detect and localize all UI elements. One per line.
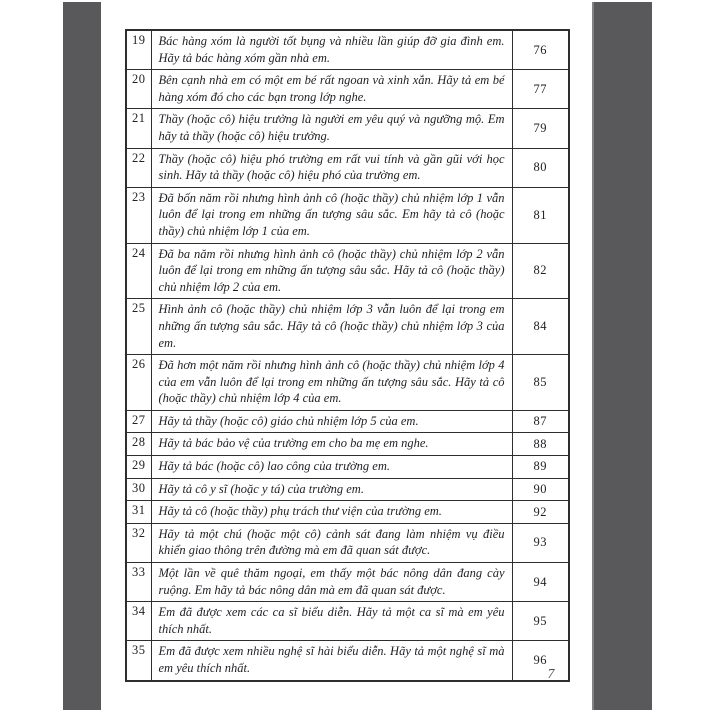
contents-table <box>125 29 570 682</box>
item-text: Hãy tả một chú (hoặc một cô) cảnh sát đang làm nhiệm vụ điều khiển giao thông trên đường mà em đã quan sát được. <box>151 523 512 562</box>
item-page: 94 <box>512 563 569 602</box>
right-border-bar <box>592 2 652 710</box>
item-number: 31 <box>126 501 151 524</box>
item-number: 35 <box>126 641 151 681</box>
item-text: Đã bốn năm rồi nhưng hình ảnh cô (hoặc thầy) chủ nhiệm lớp 1 vẫn luôn để lại trong em những ấn tượng sâu sắc. Em hãy tả cô (hoặc thầy) chủ nhiệm lớp 1 của em. <box>151 187 512 243</box>
item-number: 24 <box>126 243 151 299</box>
table-row <box>126 602 569 641</box>
item-page: 93 <box>512 523 569 562</box>
item-number: 19 <box>126 30 151 70</box>
item-text: Thầy (hoặc cô) hiệu trưởng là người em yêu quý và ngưỡng mộ. Em hãy tả thầy (hoặc cô) hiệu trưởng. <box>151 109 512 148</box>
item-page: 80 <box>512 148 569 187</box>
item-text: Một lần về quê thăm ngoại, em thấy một bác nông dân đang cày ruộng. Em hãy tả bác nông dân mà em đã quan sát được. <box>151 563 512 602</box>
item-text: Hình ảnh cô (hoặc thầy) chủ nhiệm lớp 3 vẫn luôn để lại trong em những ấn tượng sâu sắc. Hãy tả cô (hoặc thầy) chủ nhiệm lớp 3 của em. <box>151 299 512 355</box>
table-row <box>126 30 569 70</box>
item-page: 96 <box>512 641 569 681</box>
document-page <box>101 0 592 712</box>
item-number: 20 <box>126 70 151 109</box>
item-text: Hãy tả cô y sĩ (hoặc y tá) của trường em. <box>151 478 512 501</box>
table-row <box>126 641 569 681</box>
item-page: 76 <box>512 30 569 70</box>
item-page: 82 <box>512 243 569 299</box>
item-text: Bên cạnh nhà em có một em bé rất ngoan và xinh xắn. Hãy tả em bé hàng xóm đó cho các bạn trong lớp nghe. <box>151 70 512 109</box>
item-number: 34 <box>126 602 151 641</box>
item-text: Đã ba năm rồi nhưng hình ảnh cô (hoặc thầy) chủ nhiệm lớp 2 vẫn luôn để lại trong em những ấn tượng sâu sắc. Hãy tả cô (hoặc thầy) chủ nhiệm lớp 2 của em. <box>151 243 512 299</box>
table-row <box>126 456 569 479</box>
item-text: Em đã được xem các ca sĩ biểu diễn. Hãy tả một ca sĩ mà em yêu thích nhất. <box>151 602 512 641</box>
item-number: 32 <box>126 523 151 562</box>
item-text: Bác hàng xóm là người tốt bụng và nhiều lần giúp đỡ gia đình em. Hãy tả bác hàng xóm gần nhà em. <box>151 30 512 70</box>
table-row <box>126 563 569 602</box>
item-page: 90 <box>512 478 569 501</box>
table-row <box>126 187 569 243</box>
item-text: Hãy tả bác (hoặc cô) lao công của trường em. <box>151 456 512 479</box>
item-text: Hãy tả thầy (hoặc cô) giáo chủ nhiệm lớp 5 của em. <box>151 410 512 433</box>
table-row <box>126 523 569 562</box>
item-number: 26 <box>126 355 151 411</box>
item-page: 77 <box>512 70 569 109</box>
item-page: 89 <box>512 456 569 479</box>
table-row <box>126 433 569 456</box>
item-page: 95 <box>512 602 569 641</box>
table-row <box>126 478 569 501</box>
item-number: 21 <box>126 109 151 148</box>
item-number: 23 <box>126 187 151 243</box>
item-number: 22 <box>126 148 151 187</box>
item-page: 92 <box>512 501 569 524</box>
item-number: 30 <box>126 478 151 501</box>
item-number: 27 <box>126 410 151 433</box>
item-text: Hãy tả bác bảo vệ của trường em cho ba mẹ em nghe. <box>151 433 512 456</box>
item-number: 25 <box>126 299 151 355</box>
table-row <box>126 148 569 187</box>
table-row <box>126 70 569 109</box>
item-number: 28 <box>126 433 151 456</box>
item-page: 79 <box>512 109 569 148</box>
table-row <box>126 355 569 411</box>
table-row <box>126 109 569 148</box>
item-page: 85 <box>512 355 569 411</box>
item-page: 84 <box>512 299 569 355</box>
item-page: 81 <box>512 187 569 243</box>
item-text: Hãy tả cô (hoặc thầy) phụ trách thư viện của trường em. <box>151 501 512 524</box>
item-page: 87 <box>512 410 569 433</box>
left-border-bar <box>63 2 101 710</box>
item-number: 29 <box>126 456 151 479</box>
item-page: 88 <box>512 433 569 456</box>
table-row <box>126 243 569 299</box>
table-row <box>126 501 569 524</box>
page-number: 7 <box>547 666 555 681</box>
item-text: Thầy (hoặc cô) hiệu phó trường em rất vui tính và gần gũi với học sinh. Hãy tả thầy (hoặc cô) hiệu phó của trường em. <box>151 148 512 187</box>
item-number: 33 <box>126 563 151 602</box>
table-row <box>126 410 569 433</box>
table-row <box>126 299 569 355</box>
item-text: Đã hơn một năm rồi nhưng hình ảnh cô (hoặc thầy) chủ nhiệm lớp 4 của em vẫn luôn để lại trong em những ấn tượng sâu sắc. Hãy tả cô (hoặc thầy) chủ nhiệm lớp 4 của em. <box>151 355 512 411</box>
item-text: Em đã được xem nhiều nghệ sĩ hài biểu diễn. Hãy tả một nghệ sĩ mà em yêu thích nhất. <box>151 641 512 681</box>
